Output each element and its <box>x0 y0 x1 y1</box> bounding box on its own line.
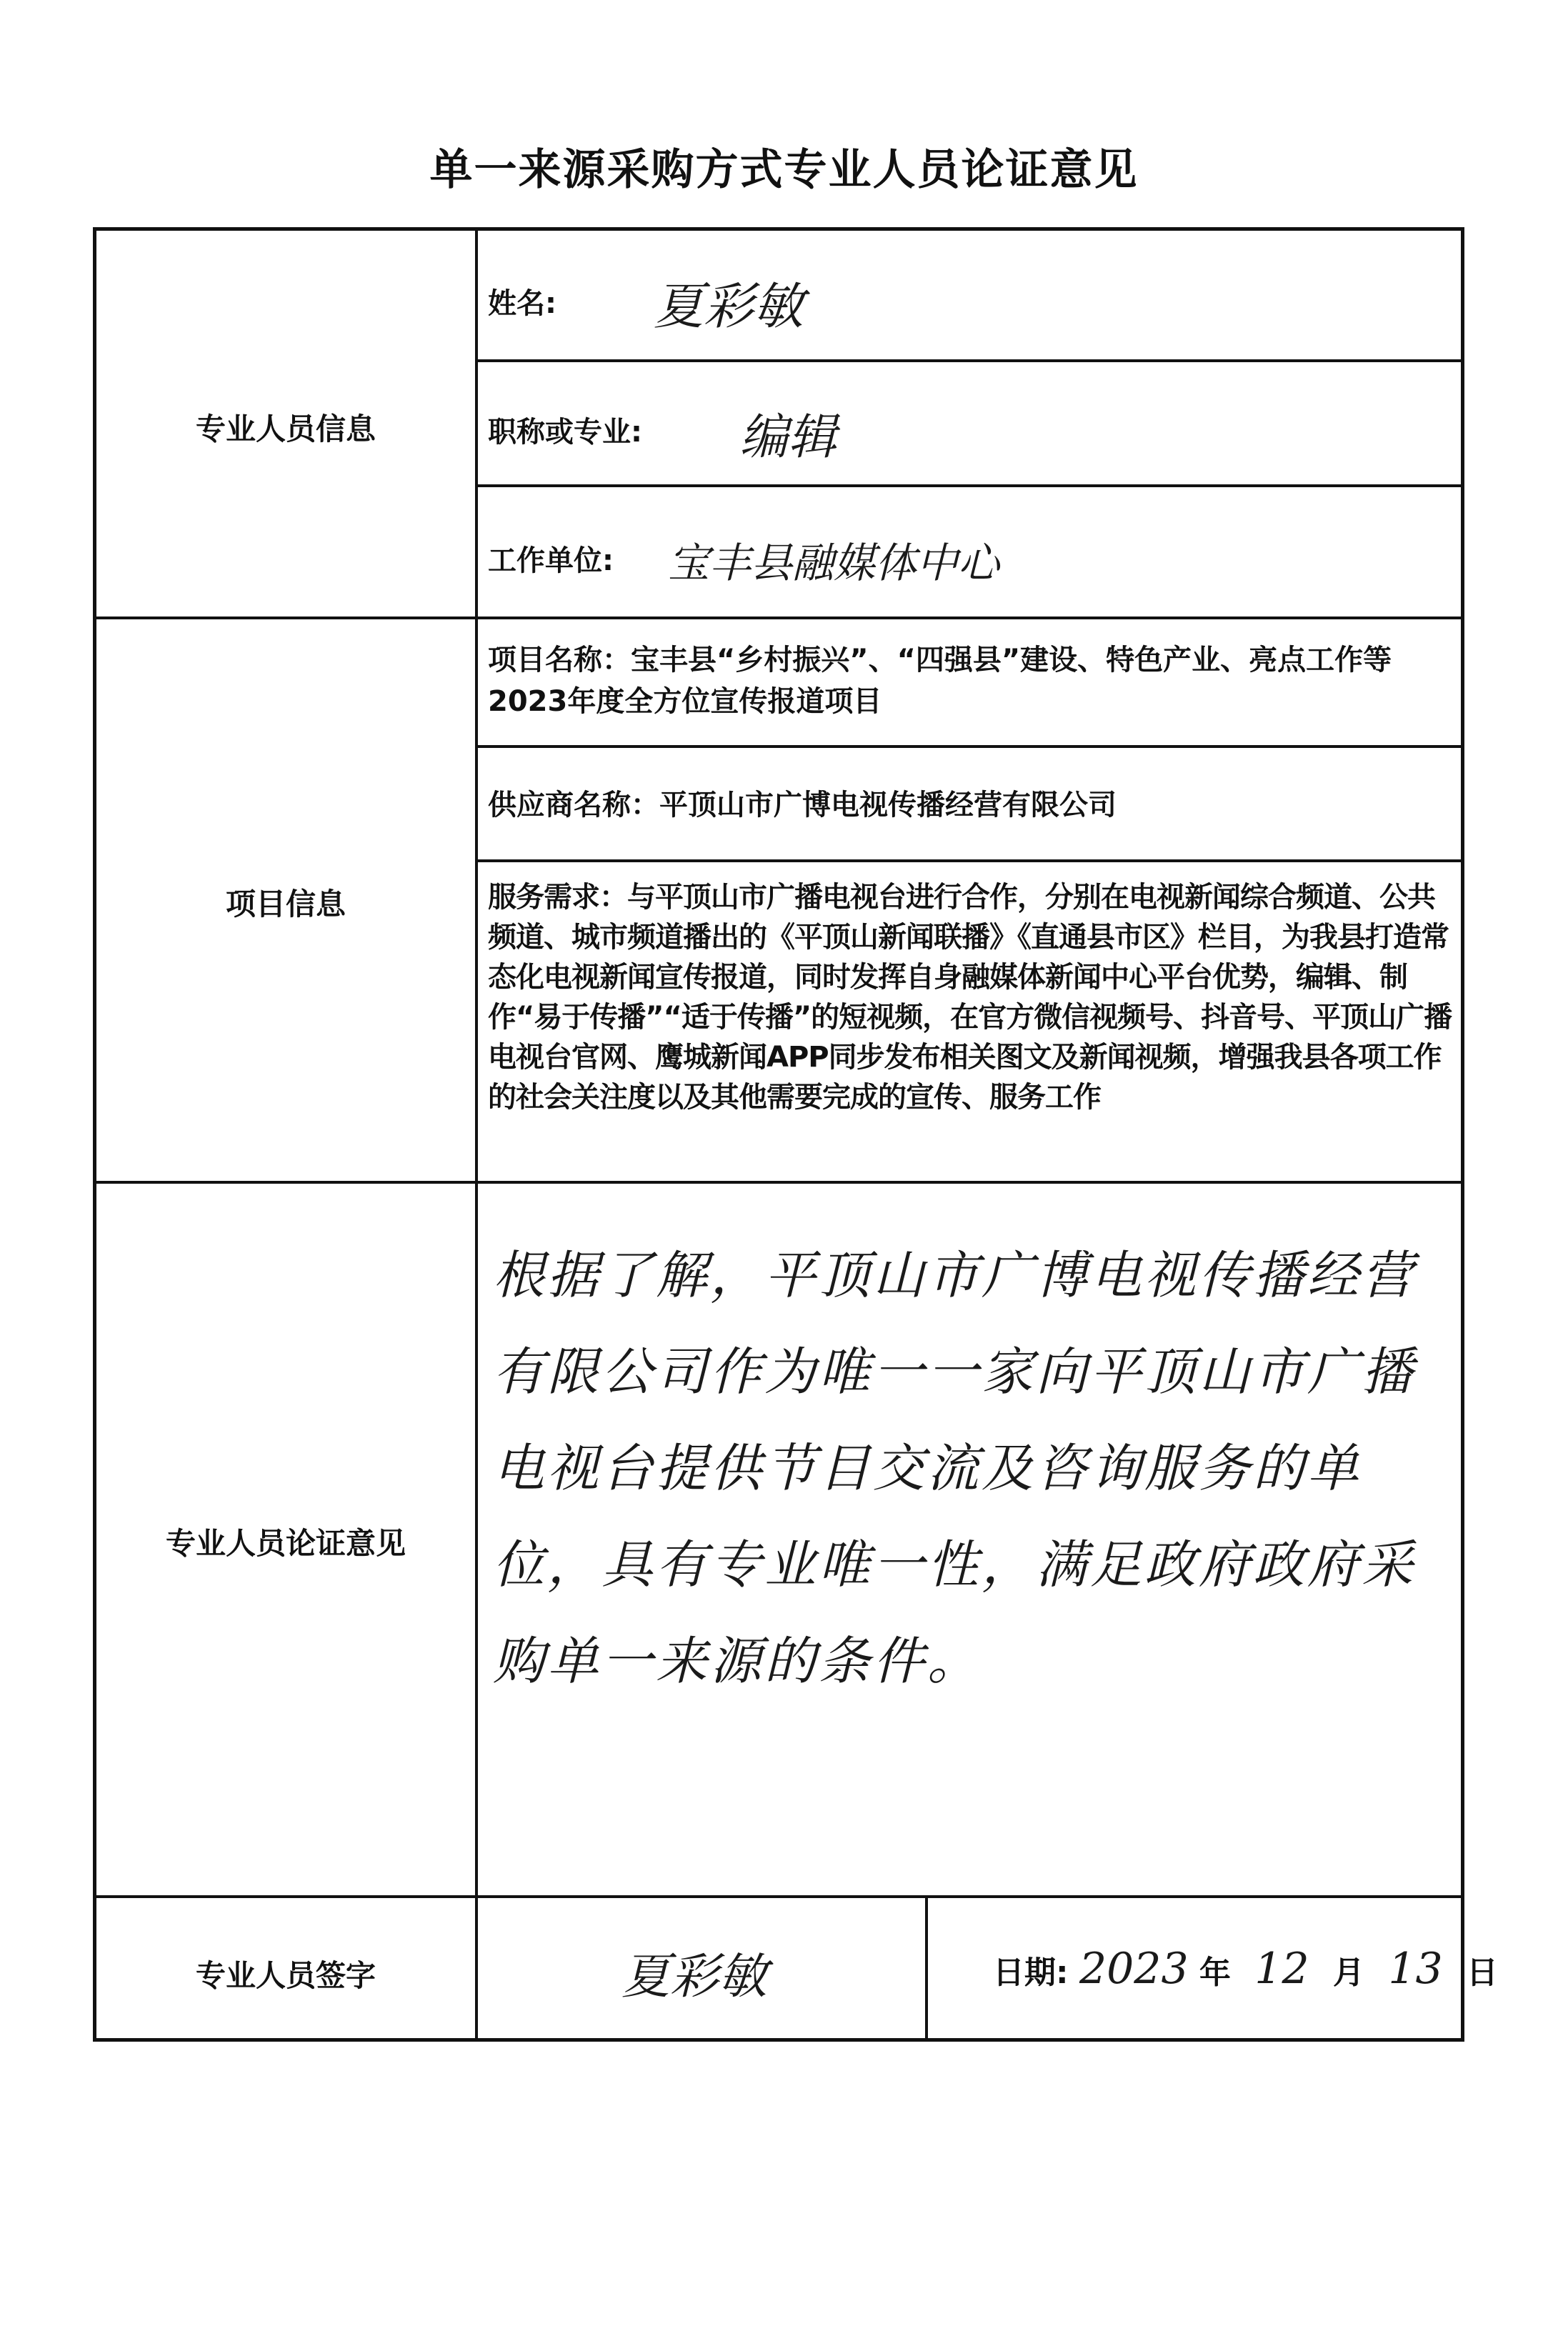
section-divider <box>96 1895 1464 1898</box>
form-table <box>93 227 1498 2042</box>
date-year-unit: 年 <box>1199 1955 1231 1991</box>
service-requirements: 服务需求：与平顶山市广播电视台进行合作，分别在电视新闻综合频道、公共频道、城市频道播出的《平顶山新闻联播》《直通县市区》栏目，为我县打造常态化电视新闻宣传报道，同时发挥自身融媒体新闻中心平台优势，编辑、制作“易于传播”“适于传播”的短视频，在官方微信视频号、抖音号、平顶山广播电视台官网、鹰城新闻APP同步发布相关图文及新闻视频，增强我县各项工作的社会关注度以及其他需要完成的宣传、服务工作 <box>488 881 1452 1114</box>
supplier-name: 供应商名称：平顶山市广博电视传播经营有限公司 <box>488 789 1117 822</box>
date-field <box>993 1944 1498 1994</box>
row-divider <box>475 859 1464 862</box>
date-day: 13 <box>1388 1944 1443 1994</box>
column-divider <box>475 231 478 1895</box>
row-divider <box>475 359 1464 362</box>
section-label-project: 项目信息 <box>225 887 346 922</box>
date-year: 2023 <box>1079 1944 1189 1994</box>
row-divider <box>475 745 1464 748</box>
name-value: 夏彩敏 <box>654 277 804 336</box>
signer-signature: 夏彩敏 <box>621 1949 768 2005</box>
employer-label: 工作单位: <box>488 544 614 577</box>
section-label-opinion: 专业人员论证意见 <box>165 1526 406 1561</box>
opinion-handwritten: 根据了解，平顶山市广博电视传播经营有限公司作为唯一一家向平顶山市广播电视台提供节目交流及咨询服务的单位，具有专业唯一性，满足政府政府采购单一来源的条件。 <box>493 1245 1417 1691</box>
section-divider <box>96 1181 1464 1184</box>
date-day-unit: 日 <box>1467 1955 1498 1991</box>
section-divider <box>96 617 1464 619</box>
employer-value: 宝丰县融媒体中心 <box>668 539 1000 587</box>
column-divider <box>475 1895 478 2042</box>
date-label: 日期: <box>993 1955 1069 1991</box>
name-label: 姓名: <box>488 287 556 320</box>
section-label-signature: 专业人员签字 <box>195 1958 376 1993</box>
date-month: 12 <box>1254 1944 1309 1994</box>
title-label: 职称或专业: <box>488 416 642 449</box>
document-title: 单一来源采购方式专业人员论证意见 <box>429 145 1139 195</box>
project-name: 项目名称：宝丰县“乡村振兴”、“四强县”建设、特色产业、亮点工作等2023年度全方位宣传报道项目 <box>488 644 1392 718</box>
row-divider <box>475 484 1464 487</box>
column-divider <box>925 1895 928 2042</box>
title-value: 编辑 <box>739 409 837 466</box>
section-label-personnel: 专业人员信息 <box>195 411 376 446</box>
date-month-unit: 月 <box>1332 1955 1364 1991</box>
